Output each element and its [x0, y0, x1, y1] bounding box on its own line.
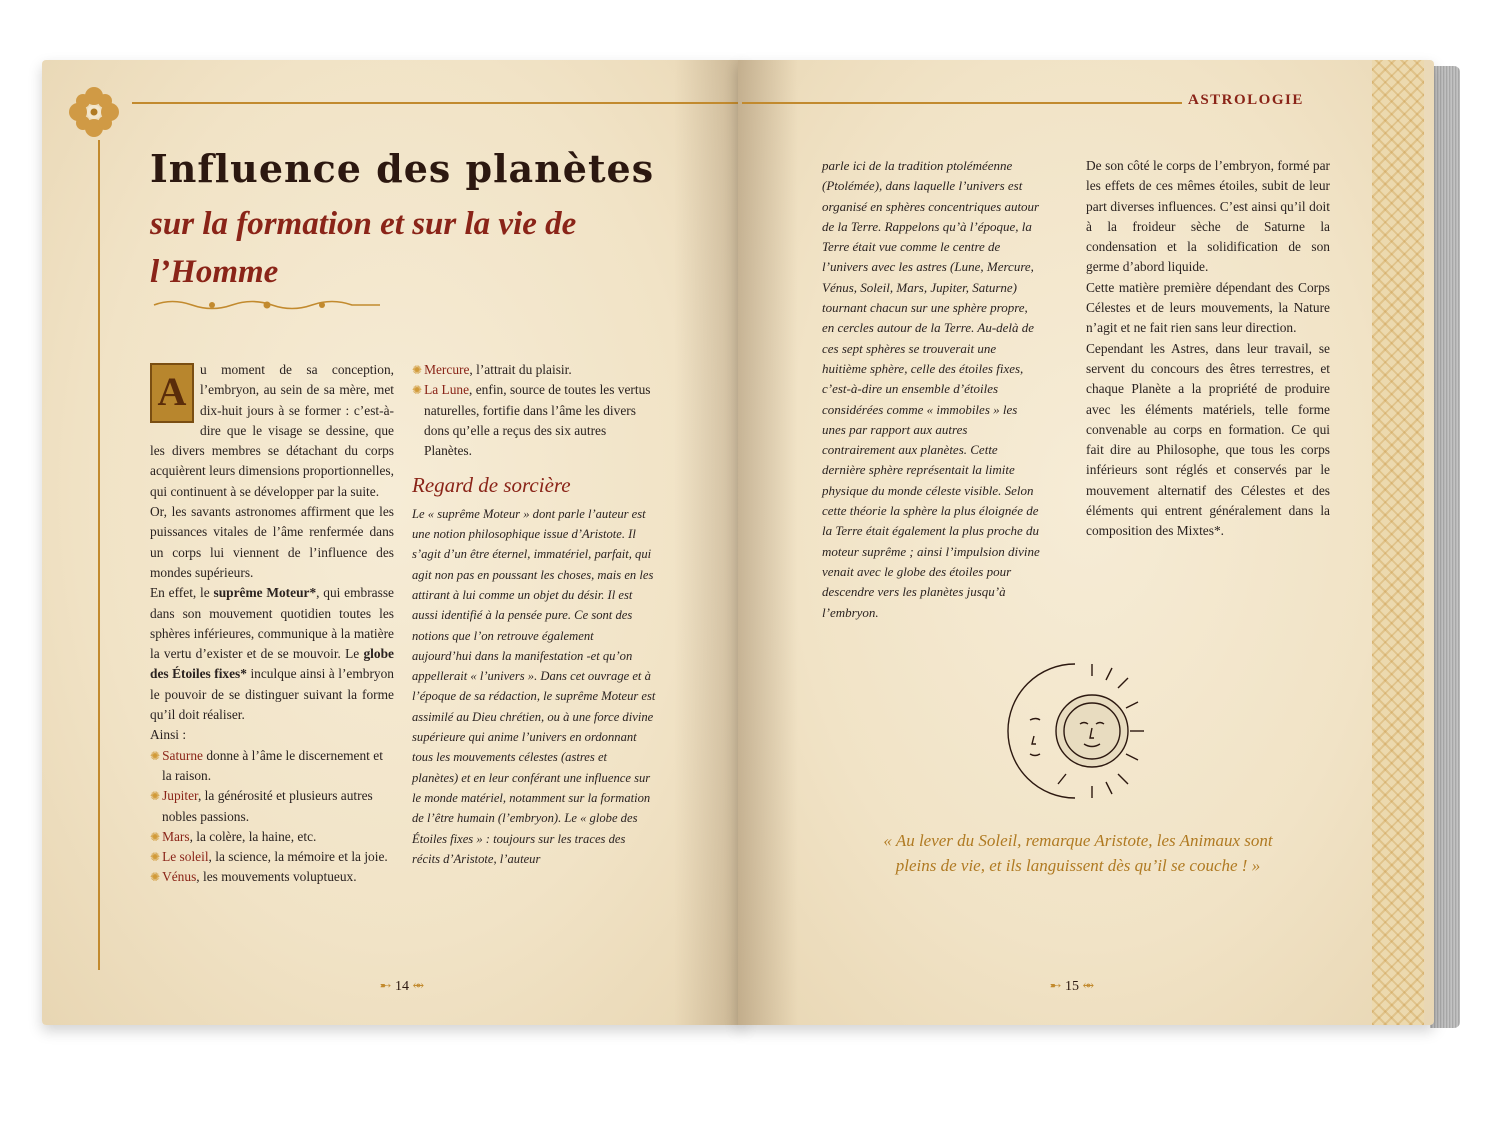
- rosette-ornament-icon: [66, 84, 122, 140]
- paragraph-text: u moment de sa conception, l’embryon, au sein de sa mère, met dix-huit jours à se former : c’est-à-dire que le visage se dessine, que les divers membres se détachant du corps acquièrent leurs dimensions proportionnelles, qui continuent à se développer par la suite.: [150, 362, 394, 499]
- list-item-text: , les mouvements voluptueux.: [196, 869, 357, 885]
- right-page: [738, 60, 1434, 1025]
- text-run: , qui embrasse dans son mouvement quotidien toutes les sphères inférieures, communique à la matière la vertu d’exister et de se mouvoir. Le: [150, 585, 394, 662]
- list-item-text: , la science, la mémoire et la joie.: [208, 849, 388, 865]
- list-item-text: , l’attrait du plaisir.: [469, 362, 572, 377]
- gutter-shadow: [674, 60, 744, 1025]
- paragraph: Cependant les Astres, dans leur travail, se servent du concours des êtres terrestres, et chaque Planète a la propriété de produire avec les éléments matériels, telle forme convenable au corps en formation. Ce qui fait dire au Philosophe, que tous les corps inférieurs sont réglés et conservés par le mouvement alternatif des Célestes et des éléments qui entrent généralement dans la composition des Mixtes*.: [1086, 340, 1330, 539]
- paragraph: parle ici de la tradition ptoléméenne (Ptolémée), dans laquelle l’univers est organisé en sphères concentriques autour de la Terre. Rappelons qu’à l’époque, la Terre était vue comme le centre de l’univers avec les astres (Lune, Mercure, Vénus, Soleil, Mars, Jupiter, Saturne) tournant chacun sur une sphère propre, en cercles autour de la Terre. Au-delà de ces sept sphères se trouverait une huitième sphère, celle des étoiles fixes, c’est-à-dire un ensemble d’étoiles considérées comme « immobiles » les unes par rapport aux autres contrairement aux planètes. Cette dernière sphère représentait la limite physique du monde céleste visible. Selon cette théorie la sphère la plus éloignée de la Terre était également la plus proche du moteur suprême ; ainsi l’impulsion divine venait avec le globe des étoiles pour descendre vers les planètes jusqu’à l’embryon.: [822, 158, 1040, 620]
- list-item-text: , enfin, source de toutes les vertus naturelles, fortifie dans l’âme les divers dons qu’elle a reçus des six autres Planètes.: [424, 382, 651, 459]
- planet-name: Saturne: [162, 747, 203, 763]
- ornament-icon: ➸: [379, 979, 395, 994]
- planet-name: Le soleil: [162, 849, 209, 865]
- paragraph: Ainsi :: [150, 727, 187, 743]
- frame-line-top: [132, 102, 744, 104]
- planet-name: La Lune: [424, 382, 470, 398]
- ornament-icon: ➸: [1049, 979, 1065, 994]
- frame-line-top: [742, 102, 1182, 104]
- paragraph: [150, 360, 394, 502]
- page-title: Influence des planètes: [150, 146, 655, 191]
- list-item: [150, 847, 394, 867]
- ornament-icon: ⥈: [1079, 979, 1095, 994]
- planet-name: Jupiter: [162, 788, 198, 804]
- frame-line-left: [98, 140, 100, 970]
- list-item-text: , la générosité et plusieurs autres nobles passions.: [162, 788, 373, 824]
- paragraph: Cette matière première dépendant des Corps Célestes et de leurs mouvements, la Nature n’agit et ne fait rien sans leur direction.: [1086, 279, 1330, 336]
- list-item: [150, 867, 394, 887]
- list-item-text: , la colère, la haine, etc.: [189, 828, 317, 844]
- right-column-1: [822, 156, 1042, 623]
- paragraph: De son côté le corps de l’embryon, formé par les effets de ces mêmes étoiles, subit de leur part diverses influences. C’est ainsi qu’il doit à la froideur sèche de Saturne la condensation et la solidification de son germe d’abord liquide.: [1086, 158, 1330, 275]
- page-edges: [1430, 66, 1460, 1028]
- left-column-1: [150, 360, 394, 888]
- page-number-left: [362, 978, 442, 995]
- star-bullet-icon: ✺: [150, 748, 161, 763]
- page-subtitle: sur la formation et sur la vie de l’Homme: [150, 206, 577, 290]
- page-number-text: 15: [1065, 979, 1079, 994]
- sidebar-box-text: Le « suprême Moteur » dont parle l’auteur est une notion philosophique issue d’Aristote. Il s’agit d’un être éternel, immatériel, parfait, qui agit non pas en poussant les choses, mais en les attirant à lui comme un objet du désir. Il est aussi identifié à la pensée pure. Ce sont des notions que l’on retrouve également aujourd’hui dans la manifestation -et qu’on appellerait « l’univers ». Dans cet ouvrage et à l’époque de sa rédaction, le suprême Moteur est assimilé au Dieu chrétien, ou à une force divine supérieure qui anime l’univers en ordonnant tous les mouvements célestes (astres et planètes) et en leur conférant une influence sur le monde matériel, notamment sur la formation de l’être humain (l’embryon). Le « globe des Étoiles fixes » : toujours sur les traces des récits d’Aristote, l’auteur: [412, 506, 656, 866]
- list-item-text: donne à l’âme le discernement et la raison.: [162, 747, 383, 783]
- paragraph: Or, les savants astronomes affirment que les puissances vitales de l’âme renfermée dans un corps lui viennent de l’influence des mondes supérieurs.: [150, 504, 394, 580]
- text-run: inculque ainsi à l’embryon le pouvoir de se distinguer suivant la forme qu’il doit réaliser.: [150, 666, 395, 723]
- left-page: [42, 60, 744, 1025]
- paragraph: [150, 583, 394, 725]
- star-bullet-icon: ✺: [412, 383, 423, 398]
- dropcap: A: [150, 363, 194, 423]
- sidebar-box-title: Regard de sorcière: [412, 473, 571, 498]
- list-item: [412, 380, 656, 461]
- list-item: [150, 827, 394, 847]
- list-item: [150, 786, 394, 827]
- right-column-2: [1086, 156, 1330, 542]
- decorative-side-band: [1372, 60, 1424, 1025]
- list-item: [150, 746, 394, 787]
- term-globe-etoiles: globe des Étoiles fixes*: [150, 646, 394, 682]
- star-bullet-icon: ✺: [412, 363, 423, 377]
- page-number-text: 14: [395, 979, 409, 994]
- term-supreme-moteur: suprême Moteur*: [213, 585, 317, 601]
- running-head: ASTROLOGIE: [1188, 92, 1304, 108]
- list-item: [412, 360, 656, 380]
- gutter-shadow: [738, 60, 798, 1025]
- flourish-divider-icon: [152, 296, 382, 314]
- sun-moon-engraving-icon: [1000, 656, 1150, 806]
- left-column-2: [412, 360, 656, 869]
- planet-name: Mars: [162, 828, 190, 844]
- star-bullet-icon: ✺: [150, 829, 161, 844]
- ornament-icon: ⥈: [409, 979, 425, 994]
- page-number-right: [1032, 978, 1112, 995]
- planet-name: Mercure: [424, 362, 470, 377]
- text-run: En effet, le: [150, 585, 214, 601]
- star-bullet-icon: ✺: [150, 870, 161, 885]
- star-bullet-icon: ✺: [150, 850, 161, 865]
- star-bullet-icon: ✺: [150, 789, 161, 804]
- planet-name: Vénus: [162, 869, 197, 885]
- pull-quote: « Au lever du Soleil, remarque Aristote, les Animaux sont pleins de vie, et ils languissent dès qu’il se couche ! »: [883, 831, 1273, 875]
